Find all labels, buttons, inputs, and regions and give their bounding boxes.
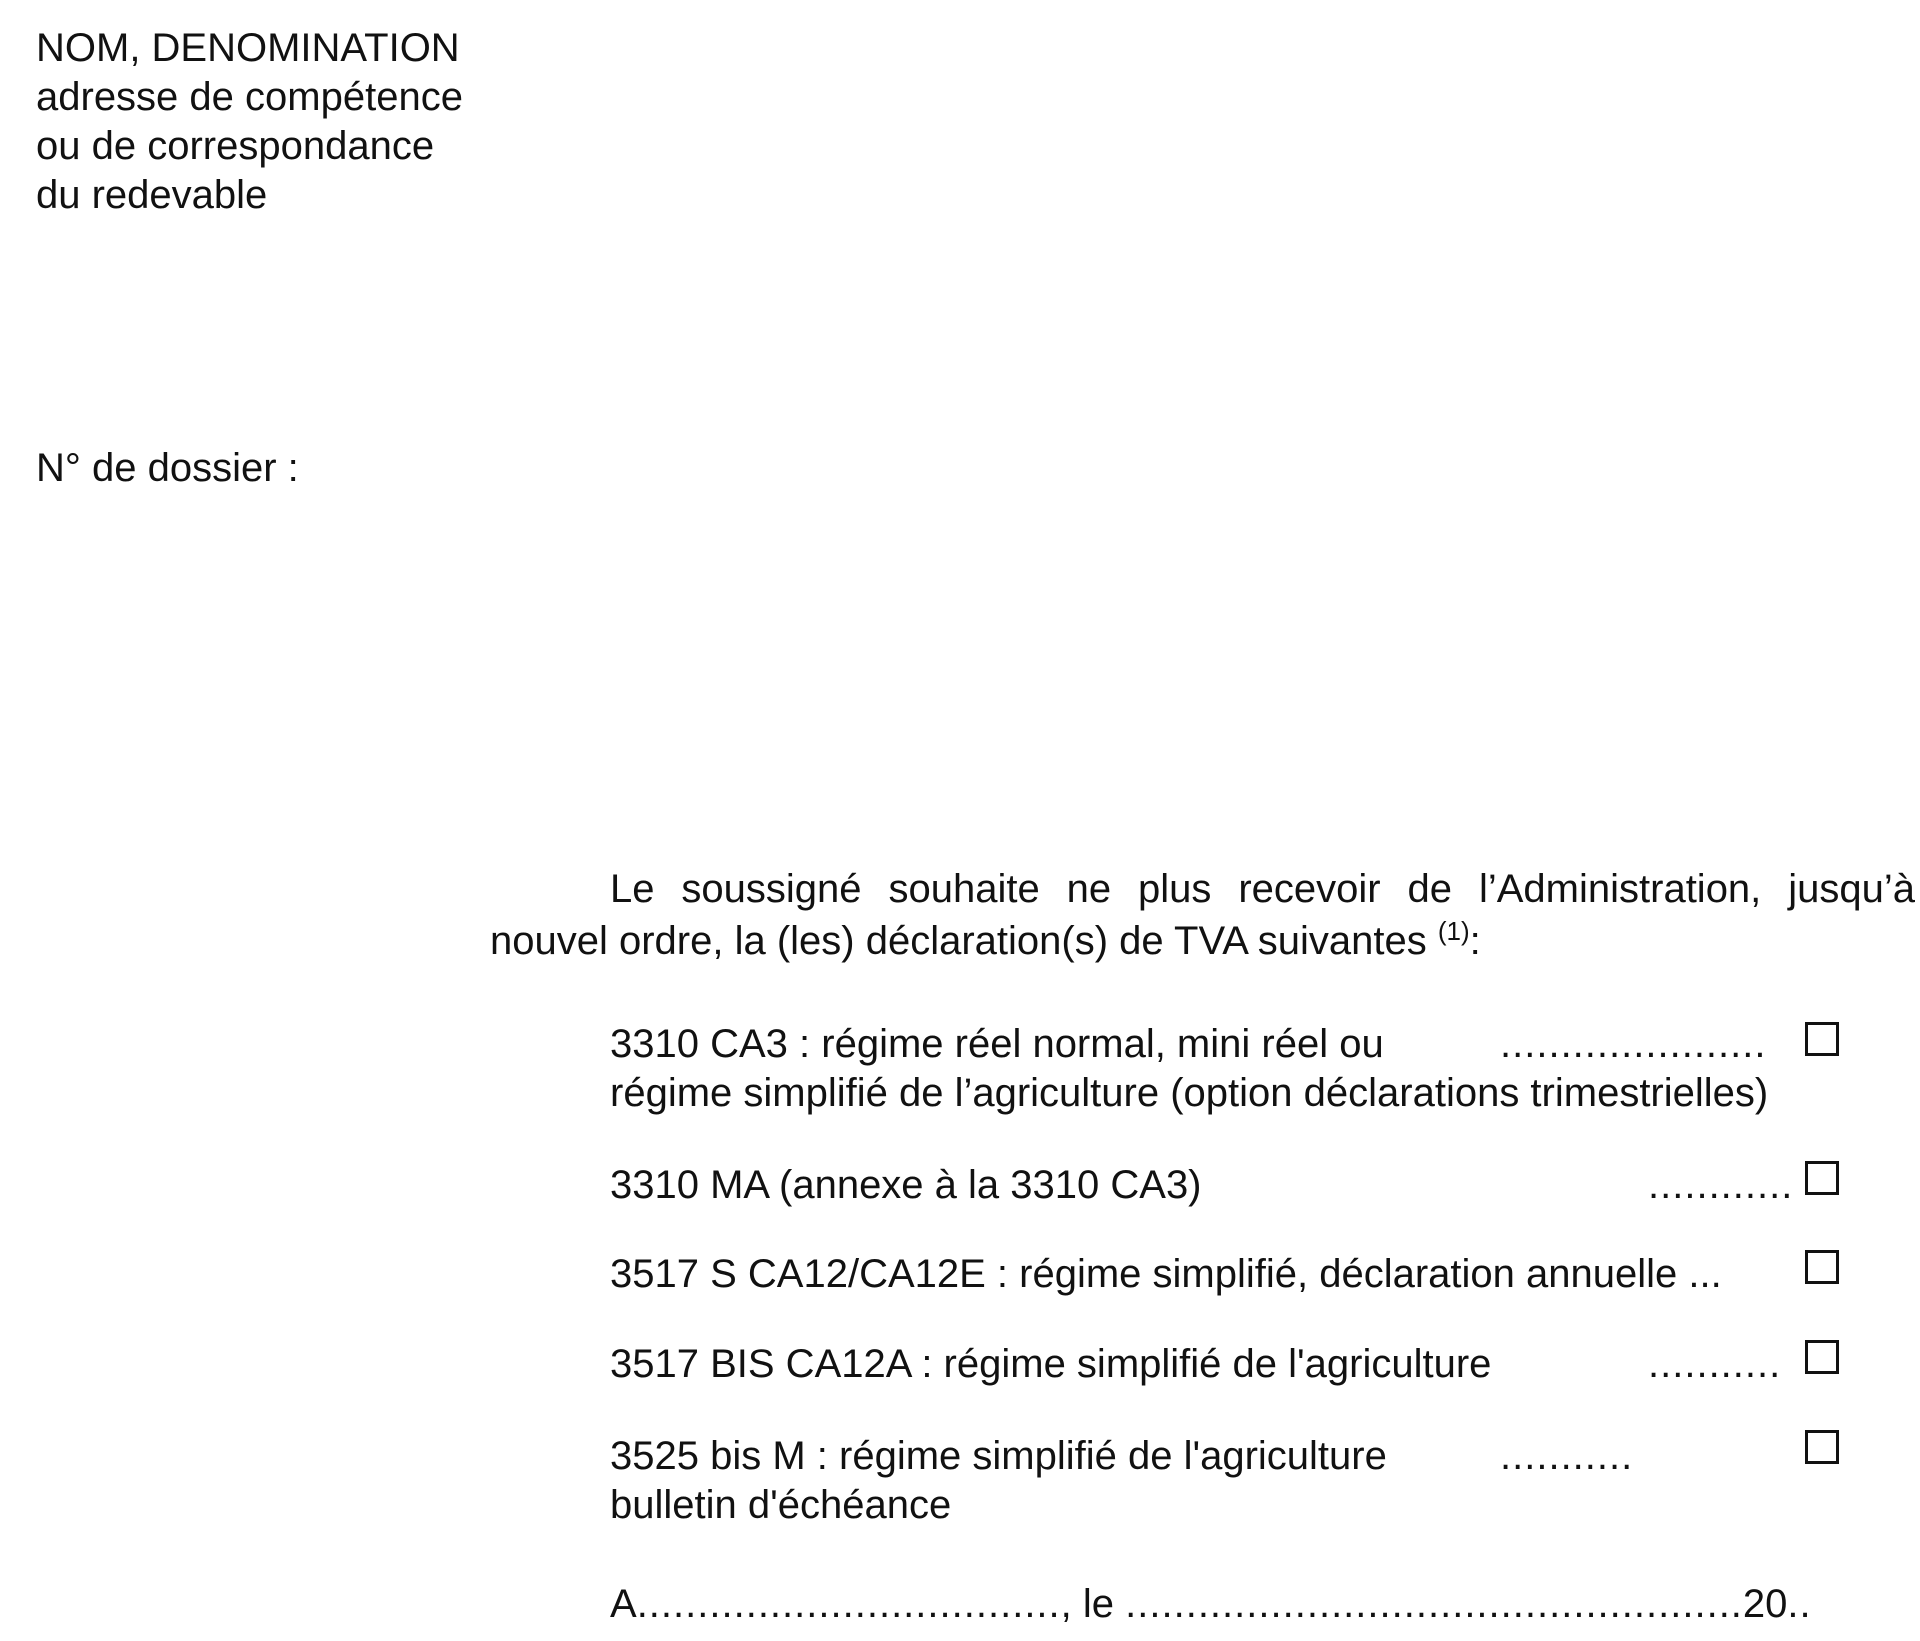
declaration-3517-s-ca12-label: 3517 S CA12/CA12E : régime simplifié, déclaration annuelle ...	[610, 1252, 1722, 1296]
intro-word: l’Administration,	[1478, 867, 1762, 911]
intro-word: souhaite	[888, 867, 1040, 911]
intro-line-2	[490, 915, 1915, 967]
year-field[interactable]: ..	[1787, 1582, 1812, 1626]
year-prefix: 20	[1742, 1582, 1788, 1626]
declaration-3517-s-ca12-checkbox[interactable]	[1805, 1250, 1839, 1284]
intro-word: recevoir	[1238, 867, 1381, 911]
declaration-3310-ca3-checkbox[interactable]	[1805, 1022, 1839, 1056]
declaration-3310-ma-dots: ............	[1648, 1163, 1794, 1207]
footnote-marker: (1)	[1437, 916, 1470, 946]
intro-line-2-end: :	[1469, 919, 1481, 963]
place-field[interactable]: ...................................	[636, 1582, 1061, 1626]
address-line-competence: adresse de compétence	[36, 75, 463, 119]
intro-word: de	[1407, 867, 1453, 911]
taxpayer-address-block	[36, 24, 463, 220]
intro-word: soussigné	[681, 867, 862, 911]
intro-line-2-text: nouvel ordre, la (les) déclaration(s) de TVA suivantes	[490, 919, 1427, 963]
declaration-3310-ca3-label-line1: 3310 CA3 : régime réel normal, mini réel ou	[610, 1022, 1384, 1066]
declaration-3517-bis-ca12a-label: 3517 BIS CA12A : régime simplifié de l'agriculture	[610, 1342, 1492, 1386]
place-prefix: A	[610, 1582, 637, 1626]
address-line-taxpayer: du redevable	[36, 173, 268, 217]
intro-word: jusqu’à	[1788, 867, 1915, 911]
intro-word: Le	[610, 867, 655, 911]
declaration-3525-bis-m-dots: ...........	[1500, 1434, 1634, 1478]
dossier-number-label: N° de dossier :	[36, 446, 299, 490]
date-field[interactable]: ...................................................	[1125, 1582, 1743, 1626]
intro-line-1	[490, 863, 1915, 915]
declaration-3517-bis-ca12a-checkbox[interactable]	[1805, 1340, 1839, 1374]
declaration-3310-ca3-label-line2: régime simplifié de l’agriculture (option déclarations trimestrielles)	[610, 1071, 1769, 1115]
declaration-3525-bis-m-label-line1: 3525 bis M : régime simplifié de l'agriculture	[610, 1434, 1387, 1478]
intro-word: plus	[1138, 867, 1212, 911]
date-prefix: , le	[1060, 1582, 1115, 1626]
intro-paragraph	[490, 863, 1915, 967]
declaration-3525-bis-m-label-line2: bulletin d'échéance	[610, 1483, 952, 1527]
declaration-3310-ca3-dots: ......................	[1500, 1022, 1767, 1066]
declaration-3517-bis-ca12a-dots: ...........	[1648, 1342, 1782, 1386]
place-date-line	[610, 1580, 1812, 1629]
declaration-3525-bis-m-checkbox[interactable]	[1805, 1430, 1839, 1464]
address-line-name: NOM, DENOMINATION	[36, 26, 460, 70]
intro-word: ne	[1066, 867, 1112, 911]
address-line-correspondence: ou de correspondance	[36, 124, 435, 168]
declaration-3310-ma-checkbox[interactable]	[1805, 1161, 1839, 1195]
declaration-3310-ma-label: 3310 MA (annexe à la 3310 CA3)	[610, 1163, 1202, 1207]
